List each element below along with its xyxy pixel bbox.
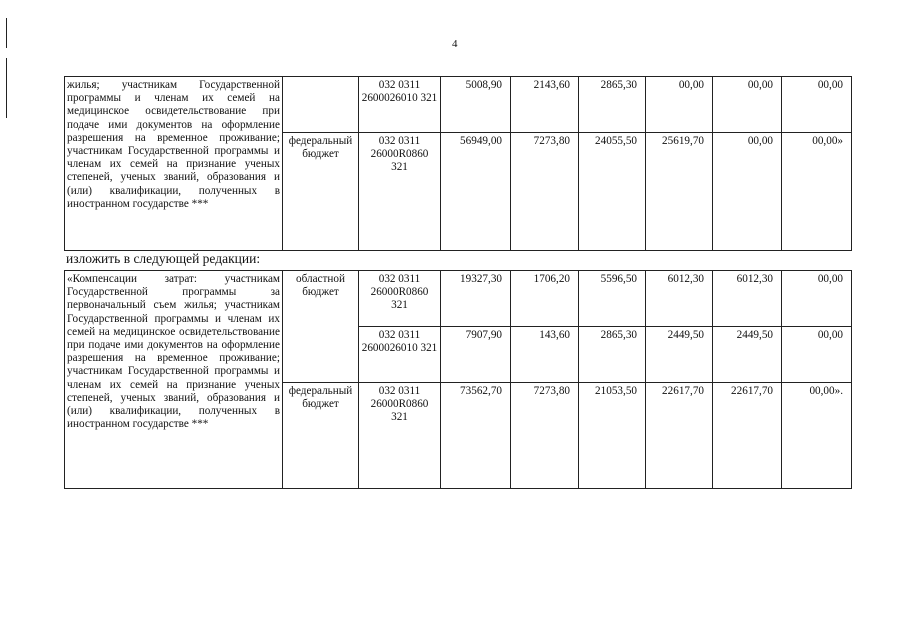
value-cell: 6012,30 — [713, 271, 782, 327]
description-cell: «Компенсации затрат: участникам Государственной программы за первоначальный съем жилья; участникам Государственной программы и членам их семей на медицинское освидетельствование при подаче ими документов на оформление разрешения на временное проживание; участникам Государственной программы и членам их семей на признание ученых степеней, ученых званий, образования и (или) квалификации, полученных в иностранном государстве *** — [65, 271, 283, 489]
value-cell: 00,00». — [782, 383, 852, 489]
value-cell: 143,60 — [511, 327, 579, 383]
value-cell: 22617,70 — [646, 383, 713, 489]
value-cell: 00,00 — [782, 327, 852, 383]
value-cell: 00,00 — [782, 77, 852, 133]
value-cell: 00,00» — [782, 133, 852, 251]
code-cell: 032 0311 2600026010 321 — [359, 327, 441, 383]
table-previous-wording — [64, 76, 852, 251]
scan-artifact-line — [6, 18, 7, 48]
value-cell: 21053,50 — [579, 383, 646, 489]
value-cell: 00,00 — [646, 77, 713, 133]
value-cell: 2449,50 — [713, 327, 782, 383]
source-cell: федеральный бюджет — [283, 133, 359, 251]
value-cell: 2865,30 — [579, 77, 646, 133]
value-cell: 22617,70 — [713, 383, 782, 489]
code-cell: 032 0311 26000R0860 321 — [359, 383, 441, 489]
table-row — [65, 271, 852, 327]
value-cell: 56949,00 — [441, 133, 511, 251]
value-cell: 19327,30 — [441, 271, 511, 327]
amendment-caption: изложить в следующей редакции: — [66, 251, 261, 266]
page-number: 4 — [452, 38, 458, 50]
source-cell: областной бюджет — [283, 271, 359, 383]
scan-artifact-line — [6, 58, 7, 118]
value-cell: 25619,70 — [646, 133, 713, 251]
value-cell: 00,00 — [782, 271, 852, 327]
value-cell: 00,00 — [713, 77, 782, 133]
value-cell: 7273,80 — [511, 133, 579, 251]
value-cell: 24055,50 — [579, 133, 646, 251]
value-cell: 2143,60 — [511, 77, 579, 133]
code-cell: 032 0311 26000R0860 321 — [359, 271, 441, 327]
table-row — [65, 77, 852, 133]
value-cell: 5008,90 — [441, 77, 511, 133]
code-cell: 032 0311 26000R0860 321 — [359, 133, 441, 251]
source-cell — [283, 77, 359, 133]
value-cell: 1706,20 — [511, 271, 579, 327]
description-cell: жилья; участникам Государственной программы и членам их семей на медицинское освидетельствование при подаче ими документов на оформление разрешения на временное проживание; участникам Государственной программы и членам их семей на признание ученых степеней, ученых званий, образования и (или) квалификации, полученных в иностранном государстве *** — [65, 77, 283, 251]
value-cell: 7273,80 — [511, 383, 579, 489]
source-cell: федеральный бюджет — [283, 383, 359, 489]
value-cell: 2449,50 — [646, 327, 713, 383]
value-cell: 6012,30 — [646, 271, 713, 327]
value-cell: 73562,70 — [441, 383, 511, 489]
value-cell: 2865,30 — [579, 327, 646, 383]
table-new-wording — [64, 270, 852, 489]
value-cell: 5596,50 — [579, 271, 646, 327]
code-cell: 032 0311 2600026010 321 — [359, 77, 441, 133]
value-cell: 00,00 — [713, 133, 782, 251]
value-cell: 7907,90 — [441, 327, 511, 383]
